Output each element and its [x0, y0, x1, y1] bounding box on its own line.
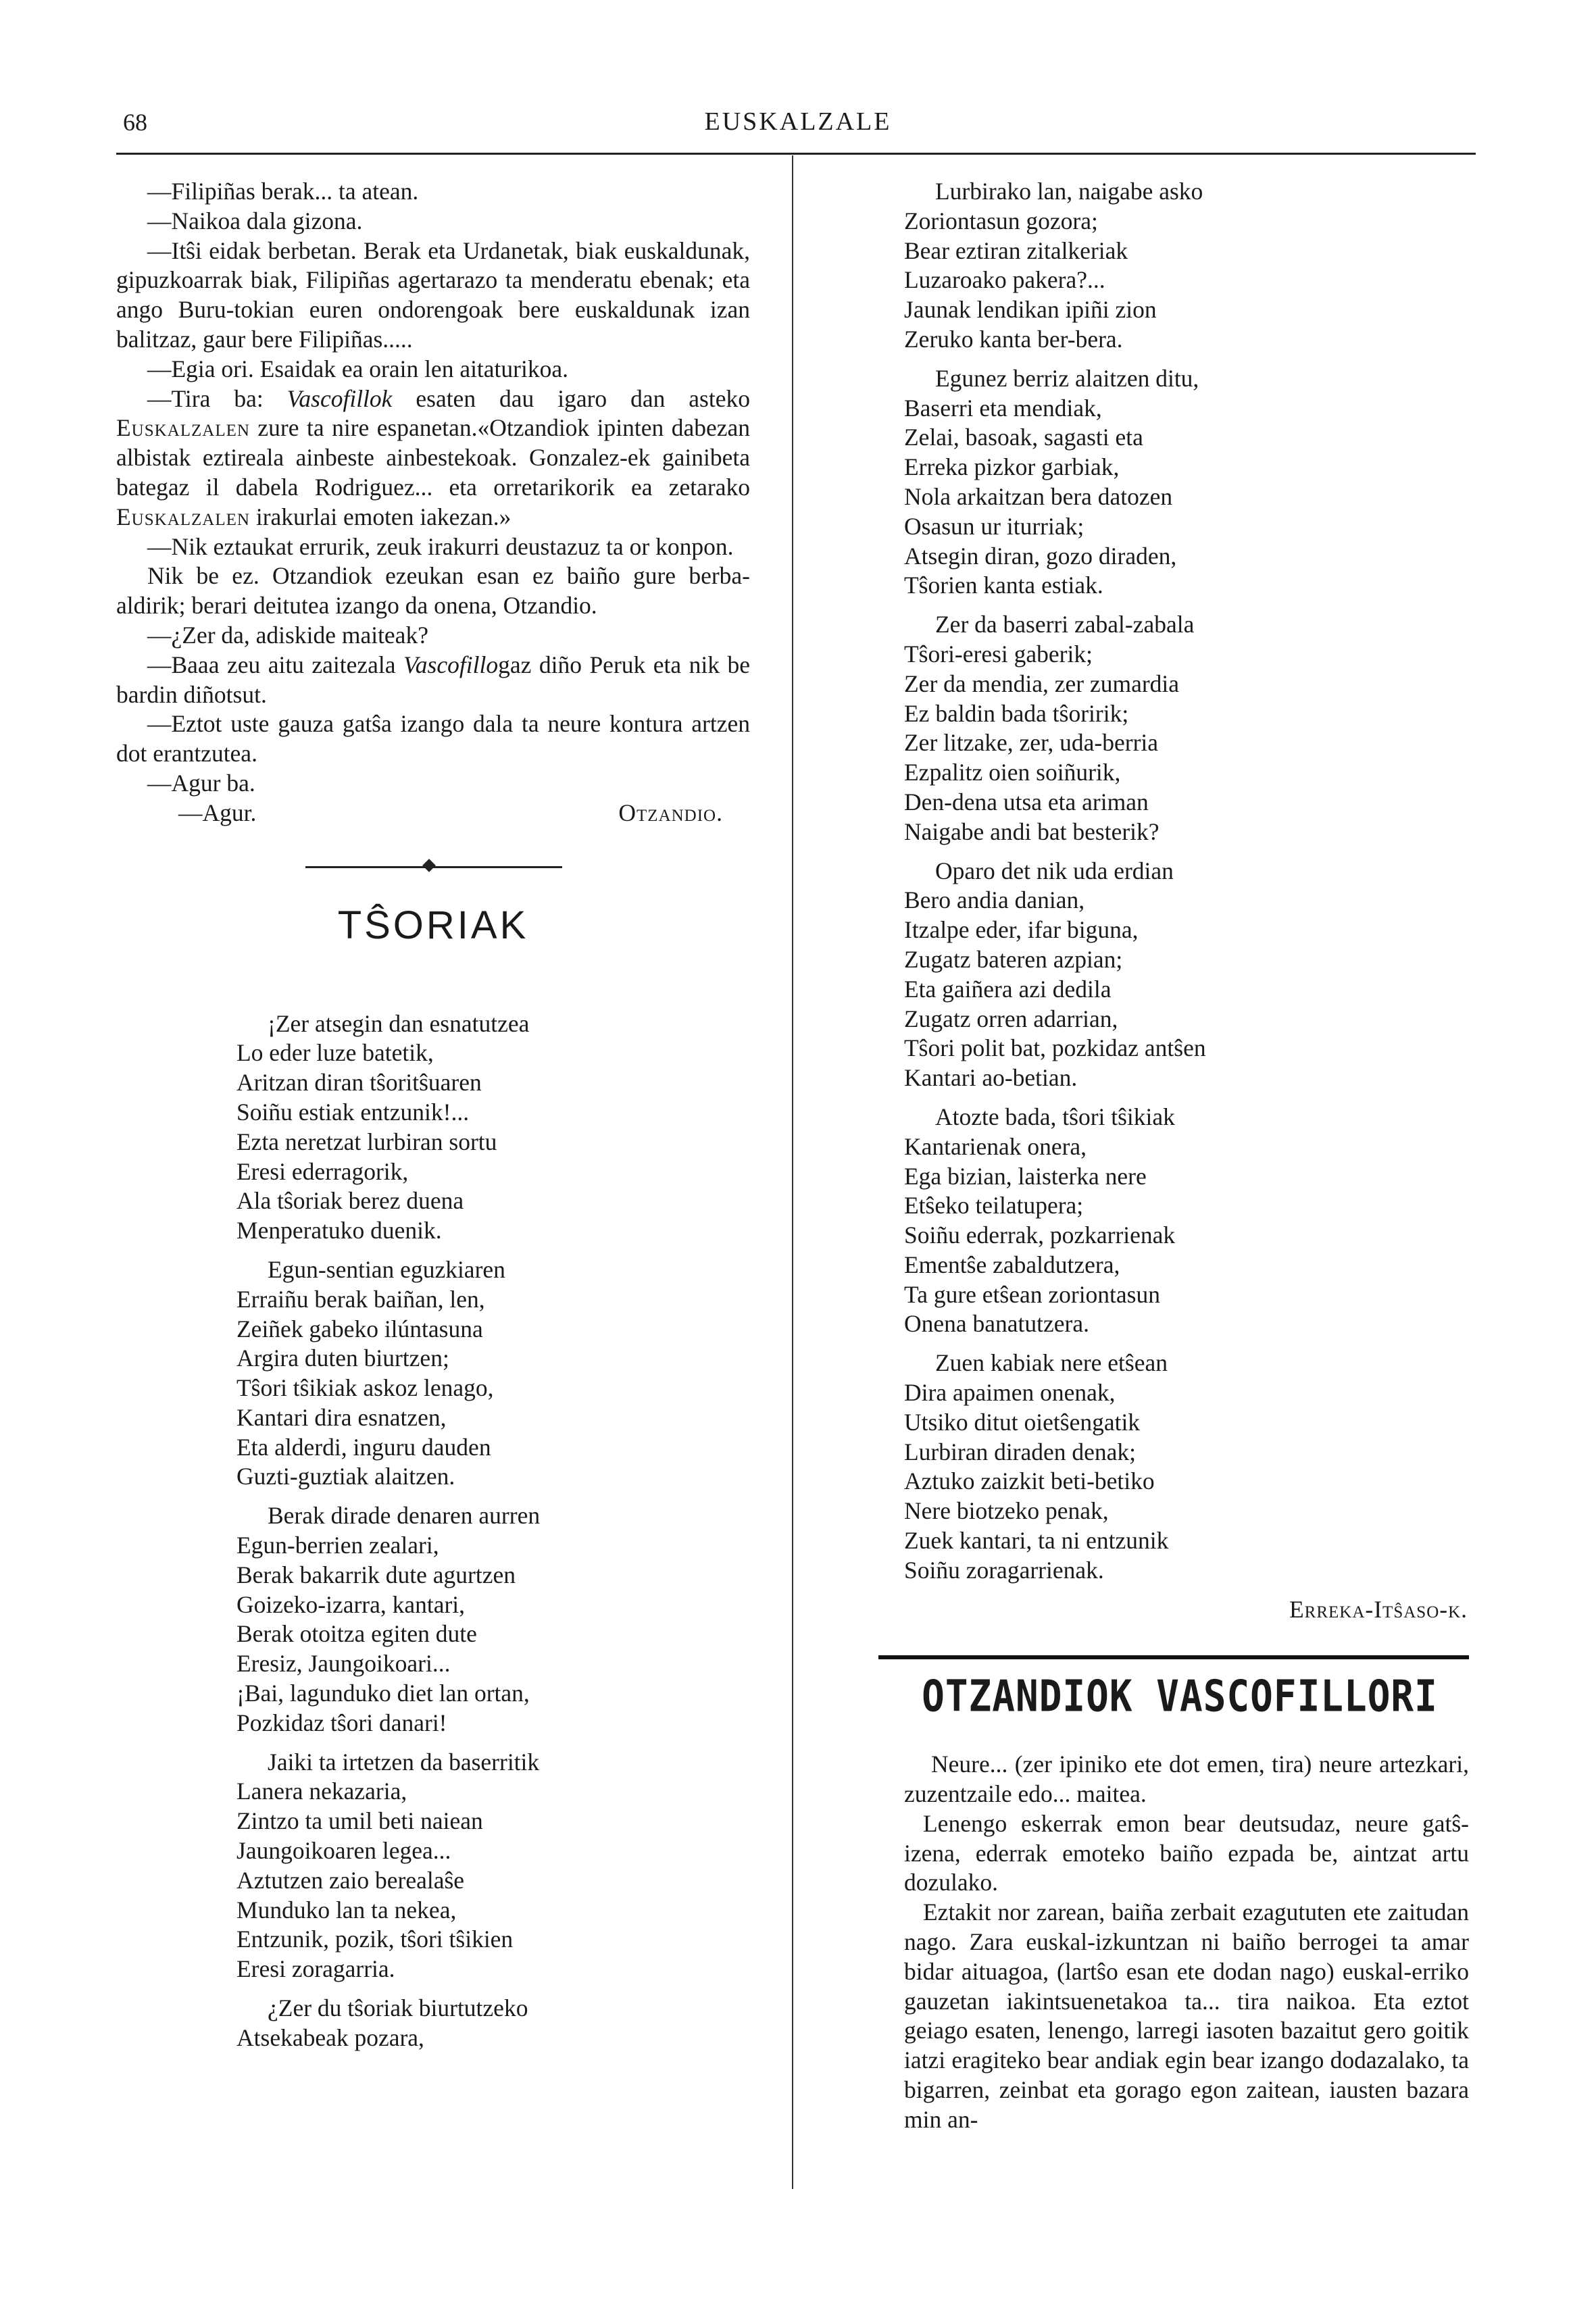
poem-line: Nere biotzeko penak,	[904, 1497, 1109, 1525]
poem-line: Nola arkaitzan bera datozen	[904, 482, 1173, 510]
poem-line: Eresi ederragorik,	[236, 1157, 409, 1185]
poem-stanza	[904, 610, 1469, 847]
paragraph: Eztakit nor zarean, baiña zerbait ezagututen ete zaitudan nago. Zara euskal-izkuntzan ni baiño berrogei ta amar bidar aituagoa, (lartŝo esan ete dodan nago) euskal-erriko gauzetan iakintsuenetakoa ta... tira naikoa. Eta eztot geiago esaten, lenengo, larregi iasoten bazaitut gero goitik iatzi eragiteko bear andiak egin bear izango dodazalako, ta bigarren, zeinbat eta gorago egon zaitean, iausten bazara min an-	[904, 1898, 1469, 2133]
poem-line: Den-dena utsa eta ariman	[904, 788, 1149, 815]
smallcaps-run: Euskalzalen	[116, 503, 250, 530]
poem-line: Lurbirako lan, naigabe asko	[935, 178, 1203, 205]
poem-line: Zer da baserri zabal-zabala	[935, 611, 1195, 638]
poem-line: Baserri eta mendiak,	[904, 394, 1102, 422]
poem-line: Berak otoitza egiten dute	[236, 1620, 477, 1648]
poem-signature: Erreka-Itŝaso-k.	[1289, 1595, 1468, 1623]
poem-line: Ementŝe zabaldutzera,	[904, 1251, 1120, 1278]
poem-line: Tŝori polit bat, pozkidaz antŝen	[904, 1034, 1206, 1062]
poem-line: Berak dirade denaren aurren	[268, 1502, 541, 1530]
italic-run: Vascofillo	[403, 651, 499, 678]
poem-stanza	[904, 364, 1469, 601]
poem-line: Atsegin diran, gozo diraden,	[904, 542, 1177, 570]
poem-line: Ala tŝoriak berez duena	[236, 1187, 464, 1215]
dialogue-line: Nik be ez. Otzandiok ezeukan esan ez baiño gure berba-aldirik; berari deitutea izango da onena, Otzandio.	[116, 562, 750, 620]
poem-line: Aztuko zaizkit beti-betiko	[904, 1467, 1155, 1495]
poem-line: Utsiko ditut oietŝengatik	[904, 1408, 1141, 1436]
poem-line: Berak bakarrik dute agurtzen	[236, 1561, 516, 1588]
poem-line: Itzalpe eder, ifar biguna,	[904, 916, 1139, 944]
ornament-divider	[116, 851, 750, 881]
poem-stanza	[904, 177, 1469, 355]
poem-line: Etŝeko teilatupera;	[904, 1192, 1084, 1219]
poem-line: Onena banatutzera.	[904, 1310, 1089, 1338]
text-run: esaten dau igaro dan asteko	[392, 384, 750, 412]
dialogue-line: —Nik eztaukat errurik, zeuk irakurri deustazuz ta or konpon.	[147, 532, 734, 560]
dialogue-line: —Agur.	[178, 799, 257, 826]
column-divider	[792, 155, 793, 2189]
poem-line: Eresi zoragarria.	[236, 1955, 395, 1983]
poem-line: Kantari ao-betian.	[904, 1064, 1078, 1092]
poem	[116, 1009, 750, 2053]
poem-line: Jaungoikoaren legea...	[236, 1837, 451, 1865]
header-rule	[116, 153, 1476, 155]
poem-line: Aritzan diran tŝoritŝuaren	[236, 1069, 482, 1097]
text-run: —Baaa zeu aitu zaitezala	[147, 651, 404, 678]
dialogue-paragraph-tira	[116, 384, 750, 532]
poem-line: Erraiñu berak baiñan, len,	[236, 1285, 485, 1313]
poem-line: Bear eztiran zitalkeriak	[904, 236, 1128, 264]
poem-line: Erreka pizkor garbiak,	[904, 453, 1120, 481]
signature: Otzandio.	[618, 799, 723, 826]
poem-line: Munduko lan ta nekea,	[236, 1896, 457, 1923]
poem-stanza	[904, 857, 1469, 1093]
closing-row	[116, 799, 750, 828]
poem-stanza	[236, 1009, 750, 1246]
left-column	[116, 177, 750, 2063]
poem-line: Zelai, basoak, sagasti eta	[904, 424, 1143, 451]
poem-line: Lurbiran diraden denak;	[904, 1438, 1137, 1465]
poem-line: Soiñu ederrak, pozkarrienak	[904, 1222, 1176, 1249]
poem-line: Egun-sentian eguzkiaren	[268, 1255, 505, 1283]
poem-line: Jaunak lendikan ipiñi zion	[904, 296, 1157, 324]
poem-line: Goizeko-izarra, kantari,	[236, 1590, 466, 1618]
dialogue-line: —¿Zer da, adiskide maiteak?	[147, 621, 428, 649]
poem-line: Zoriontasun gozora;	[904, 207, 1098, 234]
section-title: TŜORIAK	[337, 903, 529, 947]
right-column	[904, 177, 1469, 2135]
poem-line: Naigabe andi bat besterik?	[904, 818, 1159, 845]
poem-line: Ega bizian, laisterka nere	[904, 1162, 1147, 1190]
dialogue-line: —Egia ori. Esaidak ea orain len aitaturikoa.	[147, 355, 568, 382]
poem-line: Menperatuko duenik.	[236, 1217, 442, 1244]
poem-line: ¡Bai, lagunduko diet lan ortan,	[236, 1680, 530, 1707]
poem-line: Ez baldin bada tŝoririk;	[904, 699, 1129, 727]
dialogue-line: —Agur ba.	[147, 769, 255, 797]
poem-stanza	[236, 1748, 750, 1984]
poem-line: Eresiz, Jaungoikoari...	[236, 1650, 451, 1678]
dialogue-paragraph-baaa	[116, 651, 750, 710]
poem-line: Soiñu zoragarrienak.	[904, 1556, 1104, 1584]
poem-line: Argira duten biurtzen;	[236, 1344, 449, 1372]
poem-line: Atozte bada, tŝori tŝikiak	[935, 1103, 1175, 1130]
poem-line: Bero andia danian,	[904, 886, 1085, 914]
poem-line: Soiñu estiak entzunik!...	[236, 1098, 470, 1126]
text-run: zure ta nire espanetan.«Otzandiok ipinten dabezan albistak eztireala ainbeste ainbestekoak. Gonzalez-ek gainibeta bategaz il dabela Rodriguez... eta orretarikorik ea zetarako	[116, 414, 750, 501]
poem-line: Zintzo ta umil beti naiean	[236, 1807, 483, 1835]
poem-line: Zugatz bateren azpian;	[904, 945, 1123, 973]
article-title: OTZANDIOK VASCOFILLORI	[922, 1671, 1438, 1723]
poem-stanza	[236, 1255, 750, 1492]
poem-line: Zuek kantari, ta ni entzunik	[904, 1527, 1169, 1555]
poem-line: Zer da mendia, zer zumardia	[904, 670, 1180, 697]
poem-line: Lanera nekazaria,	[236, 1778, 407, 1805]
poem-line: Luzaroako pakera?...	[904, 266, 1105, 294]
poem-line: Egunez berriz alaitzen ditu,	[935, 364, 1199, 392]
dialogue-line: —Filipiñas berak... ta atean.	[147, 178, 419, 205]
paragraph: Neure... (zer ipiniko ete dot emen, tira) neure artezkari, zuzentzaile edo... maitea.	[904, 1751, 1469, 1808]
running-title: EUSKALZALE	[704, 107, 892, 136]
italic-run: Vascofillok	[286, 384, 393, 412]
smallcaps-run: Euskalzalen	[116, 414, 250, 442]
poem-stanza	[904, 1349, 1469, 1585]
poem-line: Lo eder luze batetik,	[236, 1039, 434, 1067]
text-run: —Tira ba:	[147, 384, 287, 412]
article-body	[904, 1750, 1469, 2134]
poem-line: Tŝori-eresi gaberik;	[904, 640, 1093, 668]
poem-line: Atsekabeak pozara,	[236, 2023, 424, 2051]
poem-line: Osasun ur iturriak;	[904, 512, 1084, 540]
poem-line: Egun-berrien zealari,	[236, 1532, 439, 1559]
poem-line: Ta gure etŝean zoriontasun	[904, 1280, 1160, 1308]
poem-line: Zeiñek gabeko ilúntasuna	[236, 1315, 483, 1342]
poem-line: Entzunik, pozik, tŝori tŝikien	[236, 1926, 514, 1953]
poem-line: Kantari dira esnatzen,	[236, 1403, 447, 1431]
poem-line: Eta gaiñera azi dedila	[904, 975, 1112, 1003]
poem-line: Zugatz orren adarrian,	[904, 1005, 1118, 1032]
poem-line: Zer litzake, zer, uda-berria	[904, 729, 1159, 757]
poem-line: Ezpalitz oien soiñurik,	[904, 759, 1121, 786]
poem-line: Aztutzen zaio berealaŝe	[236, 1866, 465, 1894]
dialogue-line: —Eztot uste gauza gatŝa izango dala ta neure kontura artzen dot erantzutea.	[116, 710, 750, 768]
dialogue-line: —Naikoa dala gizona.	[147, 207, 363, 234]
poem-stanza	[236, 1501, 750, 1738]
poem-line: Eta alderdi, inguru dauden	[236, 1433, 491, 1461]
poem-line: ¿Zer du tŝoriak biurtutzeko	[268, 1994, 528, 2022]
paragraph: Lenengo eskerrak emon bear deutsudaz, neure gatŝ-izena, ederrak emoteko baiño ezpada be, aintzat artu dozulako.	[904, 1809, 1469, 1896]
poem-line: Jaiki ta irtetzen da baserritik	[268, 1748, 540, 1776]
page-number: 68	[123, 109, 147, 136]
poem-line: ¡Zer atsegin dan esnatutzea	[268, 1009, 530, 1037]
poem-line: Tŝorien kanta estiak.	[904, 572, 1103, 599]
poem-stanza	[904, 1103, 1469, 1339]
text-run: gaz diño Peruk eta nik be bardin diñotsut.	[116, 651, 750, 708]
poem-line: Tŝori tŝikiak askoz lenago,	[236, 1374, 494, 1402]
dialogue-line: —Itŝi eidak berbetan. Berak eta Urdanetak, biak euskaldunak, gipuzkoarrak biak, Filipiñas agertarazo ta menderatu ebenak; eta ango Buru-tokian euren ondorengoak bere euskaldunak izan balitzaz, gaur bere Filipiñas.....	[116, 236, 750, 353]
poem-line: Oparo det nik uda erdian	[935, 857, 1174, 884]
poem-continuation	[904, 177, 1469, 1586]
poem-stanza	[236, 1994, 750, 2053]
poem-line: Ezta neretzat lurbiran sortu	[236, 1128, 497, 1155]
text-run: irakurlai emoten iakezan.»	[249, 503, 512, 530]
ornament-diamond	[422, 859, 436, 872]
poem-line: Guzti-guztiak alaitzen.	[236, 1463, 455, 1490]
poem-line: Dira apaimen onenak,	[904, 1379, 1116, 1407]
poem-line: Kantarienak onera,	[904, 1132, 1087, 1160]
section-rule	[878, 1655, 1469, 1659]
poem-line: Zeruko kanta ber-bera.	[904, 325, 1123, 353]
poem-line: Zuen kabiak nere etŝean	[935, 1349, 1168, 1377]
poem-line: Pozkidaz tŝori danari!	[236, 1709, 447, 1736]
